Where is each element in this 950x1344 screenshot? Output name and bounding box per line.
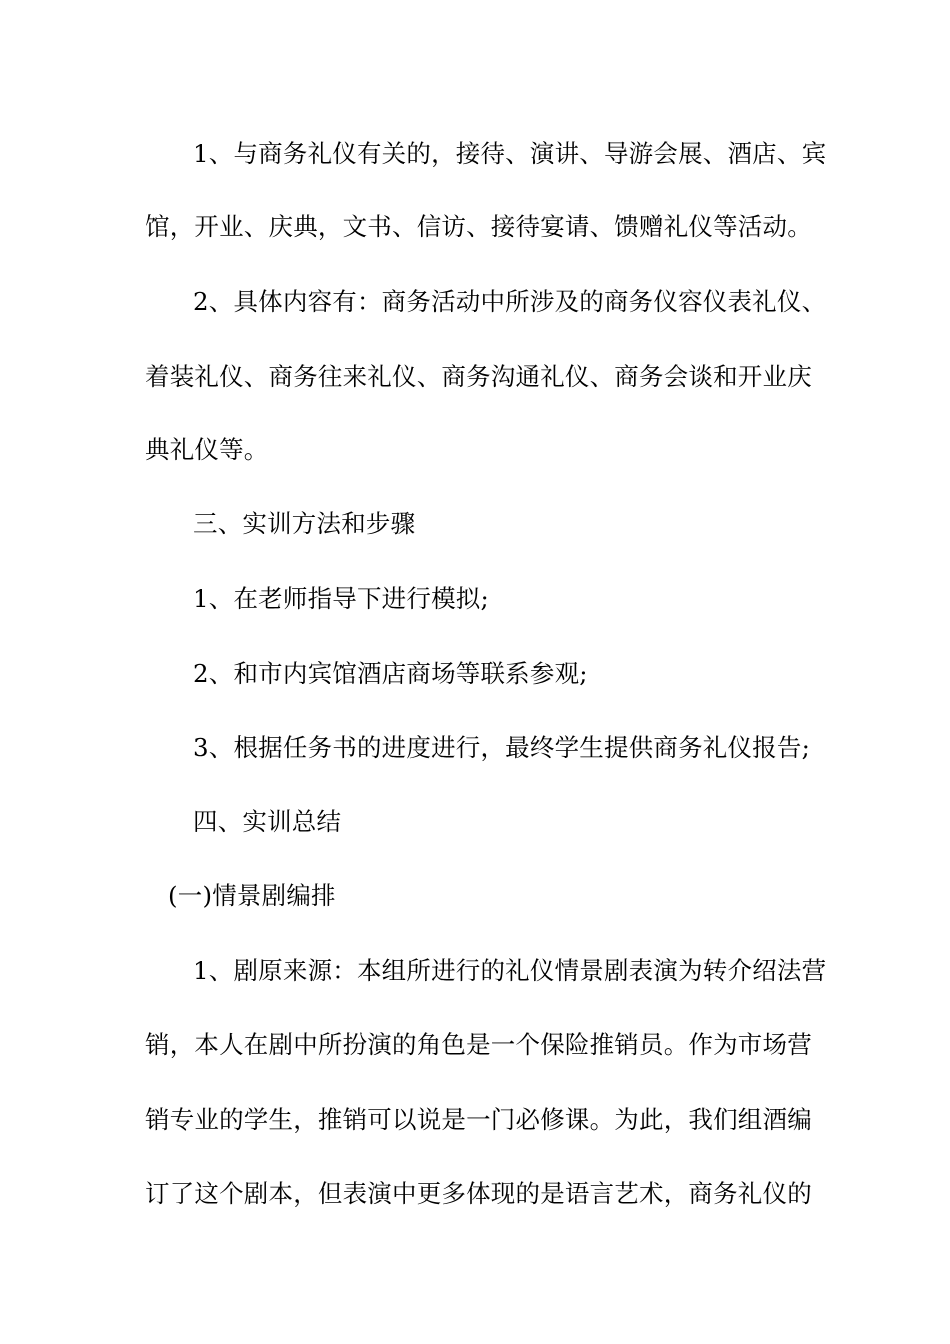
paragraph-line: 1、与商务礼仪有关的，接待、演讲、导游会展、酒店、宾 — [193, 139, 827, 168]
paragraph-line: 订了这个剧本，但表演中更多体现的是语言艺术，商务礼仪的 — [145, 1179, 812, 1208]
section-heading: 四、实训总结 — [193, 807, 342, 836]
paragraph-line: 馆，开业、庆典，文书、信访、接待宴请、馈赠礼仪等活动。 — [145, 212, 812, 241]
subsection-heading: (一)情景剧编排 — [168, 881, 336, 910]
section-heading: 三、实训方法和步骤 — [193, 509, 416, 538]
paragraph-line: 2、具体内容有：商务活动中所涉及的商务仪容仪表礼仪、 — [193, 287, 827, 316]
paragraph-line: 销专业的学生，推销可以说是一门必修课。为此，我们组酒编 — [145, 1105, 812, 1134]
list-item: 2、和市内宾馆酒店商场等联系参观; — [193, 659, 588, 688]
paragraph-line: 销，本人在剧中所扮演的角色是一个保险推销员。作为市场营 — [145, 1030, 812, 1059]
paragraph-line: 1、剧原来源：本组所进行的礼仪情景剧表演为转介绍法营 — [193, 956, 827, 985]
list-item: 1、在老师指导下进行模拟; — [193, 584, 489, 613]
paragraph-line: 典礼仪等。 — [145, 435, 269, 464]
list-item: 3、根据任务书的进度进行，最终学生提供商务礼仪报告; — [193, 733, 811, 762]
paragraph-line: 着装礼仪、商务往来礼仪、商务沟通礼仪、商务会谈和开业庆 — [145, 362, 812, 391]
